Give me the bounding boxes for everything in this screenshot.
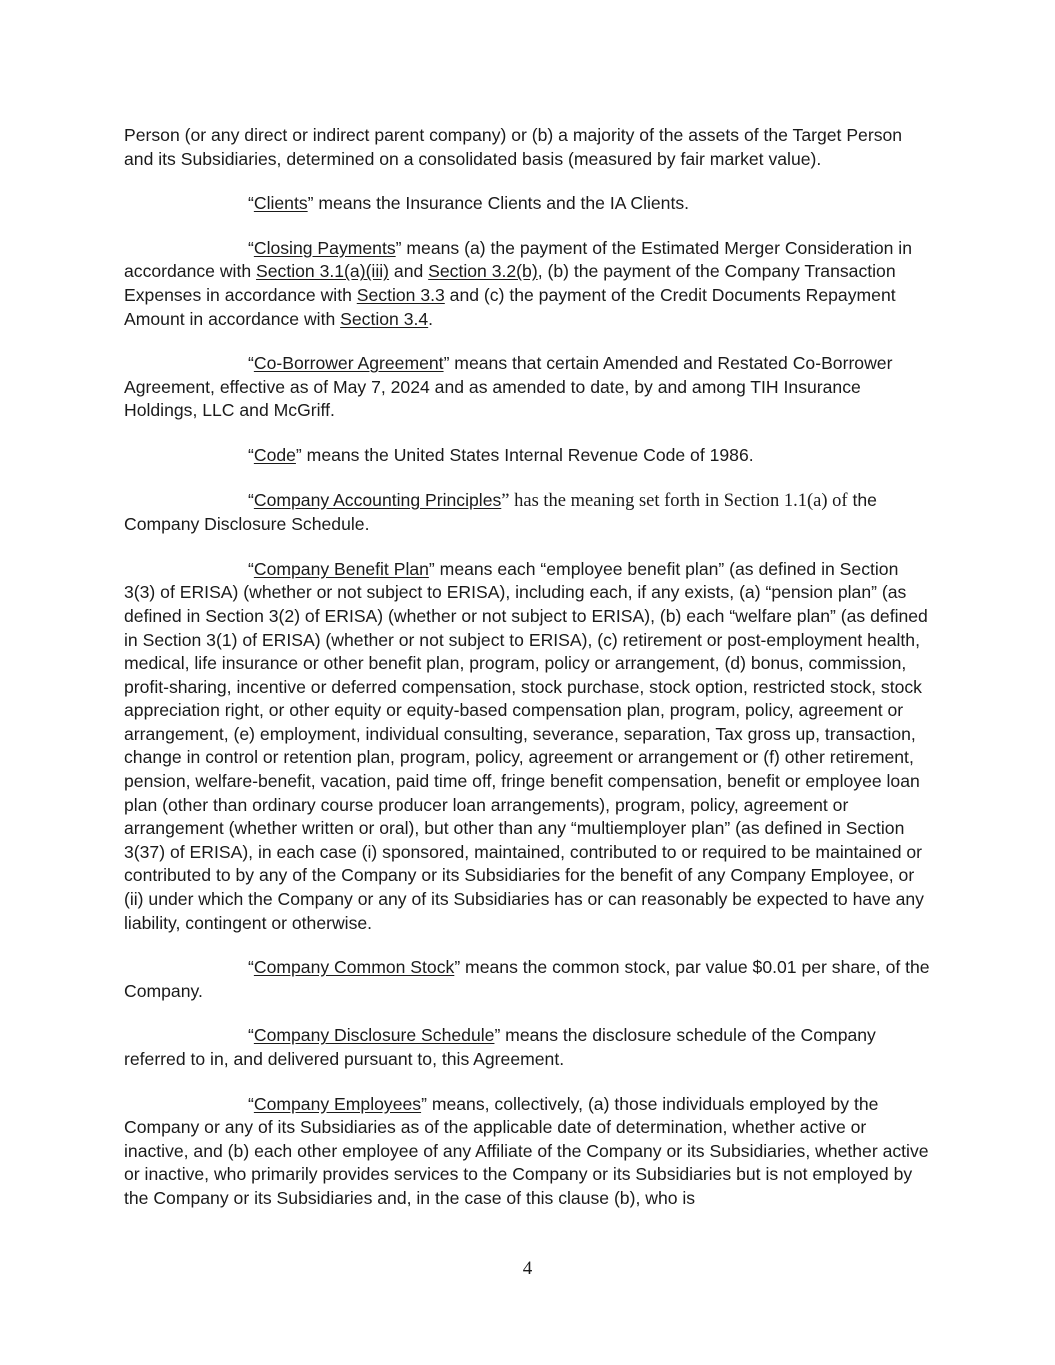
definition-text: means the disclosure schedule of the Company referred to in, and delivered pursuant to, this Agreement.	[124, 1025, 876, 1069]
defined-term: Company Benefit Plan	[253, 558, 429, 579]
definition-closing-payments: “Closing Payments” means (a) the payment of the Estimated Merger Consideration in accordance with Section 3.1(a)(iii) and Section 3.2(b), (b) the payment of the Company Transaction Expenses in accordance with Section 3.3 and (c) the payment of the Credit Documents Repayment Amount in accordance with Section 3.4.	[124, 237, 912, 329]
definition-text: means the common stock, par value $0.01 per share, of the Company.	[124, 957, 930, 1001]
defined-term: Co-Borrower Agreement	[253, 353, 444, 374]
definition-co-borrower-agreement: “Co-Borrower Agreement” means that certain Amended and Restated Co-Borrower Agreement, effective as of May 7, 2024 and as amended to date, by and among TIH Insurance Holdings, LLC and McGriff.	[124, 353, 893, 421]
definition-text: means (a) the payment of the Estimated Merger Consideration in accordance with	[124, 237, 912, 282]
definition-company-benefit-plan: “Company Benefit Plan” means each “employee benefit plan” (as defined in Section 3(3) of ERISA) (whether or not subject to ERISA), including each, if any exists, (a) “pension plan” (as defined in Section 3(2) of ERISA) (whether or not subject to ERISA), (b) each “welfare plan” (as defined in Section 3(1) of ERISA) (whether or not subject to ERISA), (c) retirement or post-employment health, medical, life insurance or other benefit plan, program, policy or arrangement, (d) bonus, commission, profit-sharing, incentive or deferred compensation, stock purchase, stock option, restricted stock, stock appreciation right, or other equity or equity-based compensation plan, program, policy, agreement or arrangement, (e) employment, individual consulting, severance, separation, Tax gross up, transaction, change in control or retention plan, program, policy, agreement or arrangement or (f) other retirement, pension, welfare-benefit, vacation, paid time off, fringe benefit compensation, benefit or employee loan plan (other than ordinary course producer loan arrangements), program, policy, agreement or arrangement (whether written or oral), but other than any “multiemployer plan” (as defined in Section 3(37) of ERISA), in each case (i) sponsored, maintained, contributed to or required to be maintained or contributed to by any of the Company or its Subsidiaries for the benefit of any Company Employee, or (ii) under which the Company or any of its Subsidiaries has or can reasonably be expected to have any liability, contingent or otherwise.	[124, 558, 928, 933]
definition-text: the Company Disclosure Schedule.	[124, 489, 877, 535]
defined-term: Company Accounting Principles	[253, 489, 502, 510]
definition-text: means the United States Internal Revenue Code of 1986.	[301, 444, 754, 465]
section-reference: Section 3.1(a)(iii)	[256, 261, 390, 282]
defined-term: Company Common Stock	[253, 957, 455, 978]
definition-text: means each “employee benefit plan” (as defined in Section 3(3) of ERISA) (whether or not subject to ERISA), including each, if any exists, (a) “pension plan” (as defined in Section 3(2) of ERISA) (whether or not subject to ERISA), (b) each “welfare plan” (as defined in Section 3(1) of ERISA) (whether or not subject to ERISA), (c) retirement or post-employment health, medical, life insurance or other benefit plan, program, policy or arrangement, (d) bonus, commission, profit-sharing, incentive or deferred compensation, stock purchase, stock option, restricted stock, stock appreciation right, or other equity or equity-based compensation plan, program, policy, agreement or arrangement, (e) employment, individual consulting, severance, separation, Tax gross up, transaction, change in control or retention plan, program, policy, agreement or arrangement or (f) other retirement, pension, welfare-benefit, vacation, paid time off, fringe benefit compensation, benefit or employee loan plan (other than ordinary course producer loan arrangements), program, policy, agreement or arrangement (whether written or oral), but other than any “multiemployer plan” (as defined in Section 3(37) of ERISA), in each case (i) sponsored, maintained, contributed to or required to be maintained or contributed to by any of the Company or its Subsidiaries for the benefit of any Company Employee, or (ii) under which the Company or any of its Subsidiaries has or can reasonably be expected to have any liability, contingent or otherwise.	[124, 558, 928, 933]
section-reference: Section 3.3	[356, 284, 445, 305]
definition-company-disclosure-schedule: “Company Disclosure Schedule” means the disclosure schedule of the Company referred to in, and delivered pursuant to, this Agreement.	[124, 1025, 876, 1069]
page-number: 4	[522, 1258, 533, 1279]
defined-term: Closing Payments	[253, 237, 396, 258]
section-reference: Section 3.2(b)	[428, 261, 538, 282]
defined-term: Company Disclosure Schedule	[253, 1025, 495, 1046]
section-reference: Section 3.4	[340, 308, 429, 329]
defined-term: Company Employees	[253, 1093, 422, 1114]
definition-text: means that certain Amended and Restated Co-Borrower Agreement, effective as of May 7, 2024 and as amended to date, by and among TIH Insurance Holdings, LLC and McGriff.	[124, 353, 893, 421]
definition-clients: “Clients” means the Insurance Clients and the IA Clients.	[248, 193, 690, 214]
definition-code: “Code” means the United States Internal Revenue Code of 1986.	[248, 444, 754, 465]
paragraph-continuation	[124, 124, 934, 171]
defined-term: Clients	[253, 193, 308, 214]
definition-company-common-stock: “Company Common Stock” means the common stock, par value $0.01 per share, of the Company.	[124, 957, 930, 1001]
paragraph-text: Person (or any direct or indirect parent company) or (b) a majority of the assets of the Target Person and its Subsidiaries, determined on a consolidated basis (measured by fair market value).	[124, 125, 903, 169]
definition-text: means, collectively, (a) those individuals employed by the Company or any of its Subsidiaries as of the applicable date of determination, whether active or inactive, and (b) each other employee of any Affiliate of the Company or its Subsidiaries, whether active or inactive, who primarily provides services to the Company or its Subsidiaries but is not employed by the Company or its Subsidiaries and, in the case of this clause (b), who is	[124, 1093, 929, 1208]
definition-company-accounting-principles: “Company Accounting Principles” has the meaning set forth in Section 1.1(a) of the Company Disclosure Schedule.	[124, 489, 877, 535]
page-body	[124, 124, 934, 1232]
definition-company-employees: “Company Employees” means, collectively, (a) those individuals employed by the Company or any of its Subsidiaries as of the applicable date of determination, whether active or inactive, and (b) each other employee of any Affiliate of the Company or its Subsidiaries, whether active or inactive, who primarily provides services to the Company or its Subsidiaries but is not employed by the Company or its Subsidiaries and, in the case of this clause (b), who is	[124, 1093, 929, 1208]
defined-term: Code	[253, 444, 296, 465]
definition-text: means the Insurance Clients and the IA Clients.	[313, 193, 690, 214]
definition-text: has the meaning set forth in Section 1.1(a) of	[509, 490, 848, 511]
